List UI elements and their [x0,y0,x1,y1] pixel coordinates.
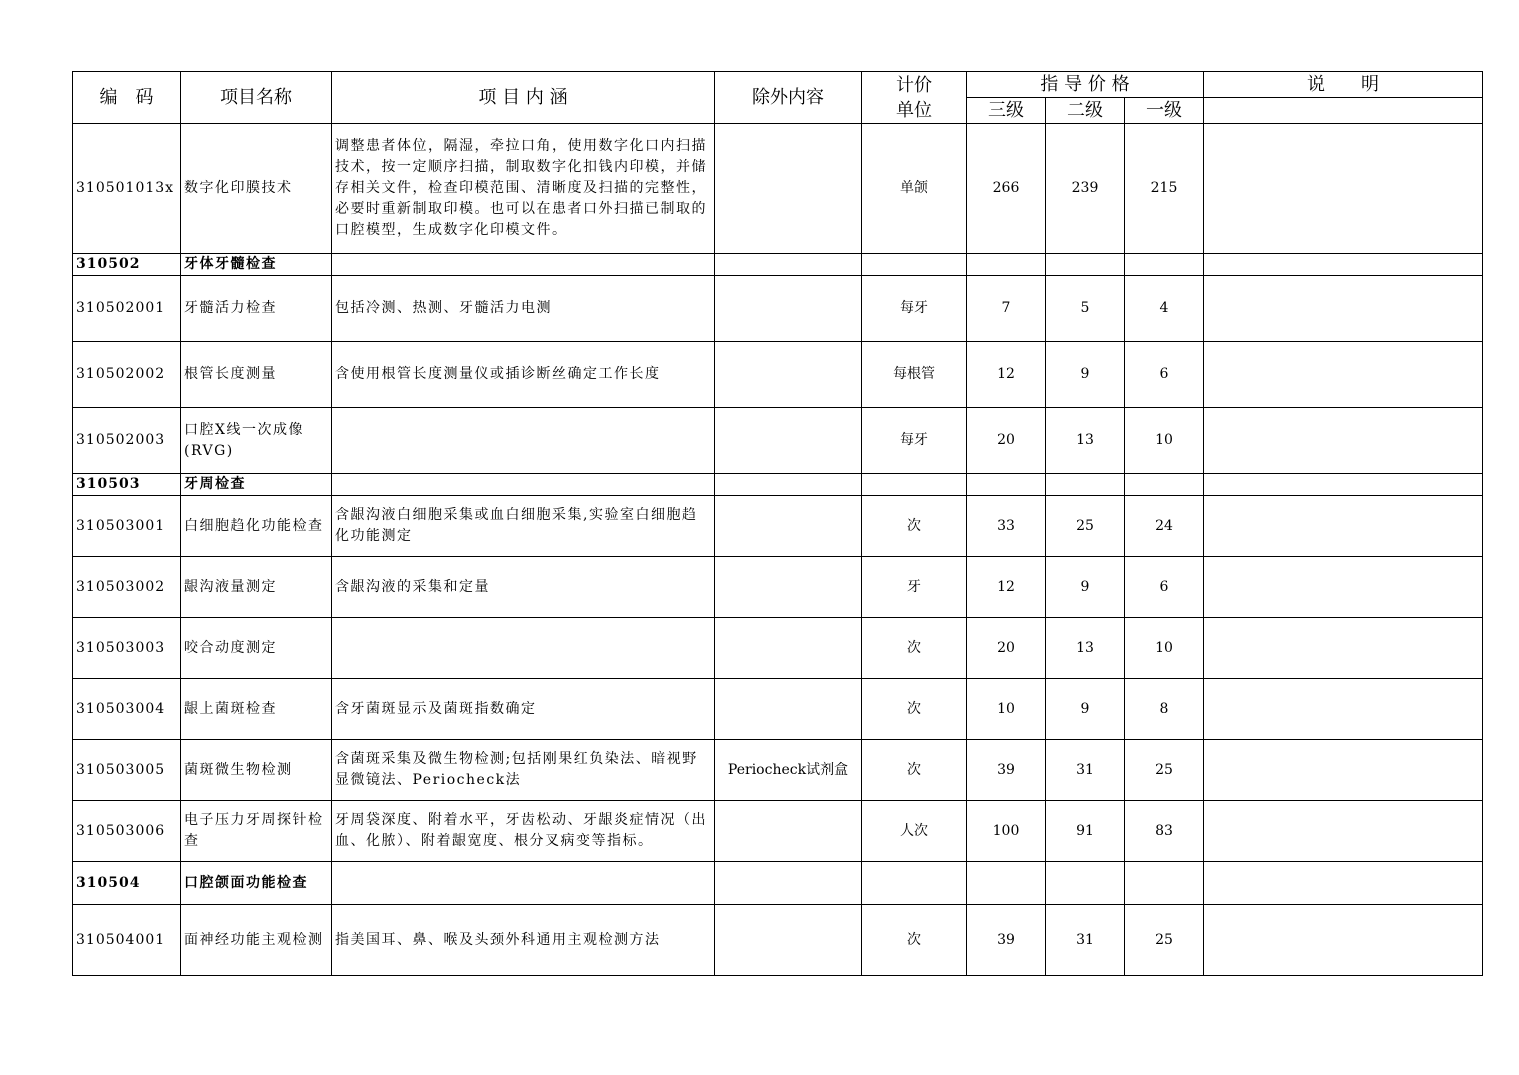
price-level3: 12 [967,557,1046,618]
price-level3: 39 [967,905,1046,976]
item-excluded [715,618,862,679]
empty-cell [715,254,862,276]
item-name: 白细胞趋化功能检查 [181,496,332,557]
item-unit: 次 [862,618,967,679]
header-unit [862,72,967,124]
item-name: 电子压力牙周探针检查 [181,801,332,862]
table-row [73,740,1483,801]
item-remark [1204,408,1483,474]
item-unit: 单颌 [862,124,967,254]
item-excluded [715,801,862,862]
empty-cell [1204,474,1483,496]
item-excluded: Periocheck试剂盒 [715,740,862,801]
price-level2: 9 [1046,557,1125,618]
empty-cell [967,862,1046,905]
price-level1: 6 [1125,342,1204,408]
item-remark [1204,124,1483,254]
empty-cell [862,474,967,496]
price-level3: 12 [967,342,1046,408]
header-price-group: 指 导 价 格 [967,72,1204,98]
item-name: 数字化印膜技术 [181,124,332,254]
item-excluded [715,408,862,474]
empty-cell [1204,862,1483,905]
item-content: 含使用根管长度测量仪或插诊断丝确定工作长度 [332,342,715,408]
empty-cell [332,862,715,905]
header-name: 项目名称 [181,72,332,124]
price-level3: 100 [967,801,1046,862]
price-level3: 7 [967,276,1046,342]
section-code: 310504 [73,862,181,905]
item-unit: 每牙 [862,408,967,474]
table-row [73,905,1483,976]
item-remark [1204,557,1483,618]
section-title: 牙周检查 [181,474,332,496]
item-content: 牙周袋深度、附着水平，牙齿松动、牙龈炎症情况（出血、化脓）、附着龈宽度、根分叉病变等指标。 [332,801,715,862]
item-unit: 次 [862,740,967,801]
item-code: 310504001 [73,905,181,976]
empty-cell [1046,474,1125,496]
header-unit-line1: 计价 [896,74,932,96]
item-remark [1204,496,1483,557]
empty-cell [715,862,862,905]
item-code: 310502002 [73,342,181,408]
item-remark [1204,679,1483,740]
item-code: 310503003 [73,618,181,679]
section-row [73,254,1483,276]
section-title: 口腔颌面功能检查 [181,862,332,905]
header-remark: 说 明 [1204,72,1483,98]
item-name: 牙髓活力检查 [181,276,332,342]
item-excluded [715,679,862,740]
price-level1: 25 [1125,740,1204,801]
table-row [73,408,1483,474]
item-remark [1204,905,1483,976]
empty-cell [1125,862,1204,905]
item-code: 310503004 [73,679,181,740]
price-level2: 9 [1046,342,1125,408]
item-content: 调整患者体位，隔湿，牵拉口角，使用数字化口内扫描技术，按一定顺序扫描，制取数字化扣钱内印模，并储存相关文件，检查印模范围、清晰度及扫描的完整性，必要时重新制取印模。也可以在患者口外扫描已制取的口腔模型，生成数字化印模文件。 [332,124,715,254]
price-level2: 25 [1046,496,1125,557]
item-name: 口腔X线一次成像(RVG) [181,408,332,474]
item-remark [1204,276,1483,342]
header-excluded: 除外内容 [715,72,862,124]
table-row [73,276,1483,342]
header-level3: 三级 [967,98,1046,124]
empty-cell [1046,862,1125,905]
item-remark [1204,801,1483,862]
price-level3: 33 [967,496,1046,557]
empty-cell [862,254,967,276]
item-remark [1204,342,1483,408]
item-content: 包括冷测、热测、牙髓活力电测 [332,276,715,342]
item-content: 指美国耳、鼻、喉及头颈外科通用主观检测方法 [332,905,715,976]
item-code: 310501013x [73,124,181,254]
item-content: 含牙菌斑显示及菌斑指数确定 [332,679,715,740]
item-name: 面神经功能主观检测 [181,905,332,976]
item-name: 咬合动度测定 [181,618,332,679]
price-level1: 10 [1125,408,1204,474]
item-excluded [715,557,862,618]
empty-cell [1046,254,1125,276]
price-table [72,71,1483,976]
header-level1: 一级 [1125,98,1204,124]
table-row [73,618,1483,679]
empty-cell [862,862,967,905]
price-level3: 20 [967,408,1046,474]
price-level2: 13 [1046,408,1125,474]
item-name: 根管长度测量 [181,342,332,408]
item-unit: 每牙 [862,276,967,342]
empty-cell [715,474,862,496]
section-title: 牙体牙髓检查 [181,254,332,276]
price-level1: 215 [1125,124,1204,254]
price-level1: 83 [1125,801,1204,862]
table-row [73,124,1483,254]
table-row [73,801,1483,862]
header-code: 编 码 [73,72,181,124]
price-level2: 91 [1046,801,1125,862]
price-level1: 6 [1125,557,1204,618]
item-code: 310503001 [73,496,181,557]
empty-cell [1204,254,1483,276]
item-excluded [715,905,862,976]
item-content: 含龈沟液的采集和定量 [332,557,715,618]
price-level1: 24 [1125,496,1204,557]
item-content: 含菌斑采集及微生物检测;包括刚果红负染法、暗视野显微镜法、Periocheck法 [332,740,715,801]
price-level1: 8 [1125,679,1204,740]
price-level2: 239 [1046,124,1125,254]
table-row [73,557,1483,618]
item-code: 310502001 [73,276,181,342]
item-unit: 次 [862,496,967,557]
item-excluded [715,124,862,254]
price-level1: 25 [1125,905,1204,976]
item-code: 310503002 [73,557,181,618]
price-level1: 4 [1125,276,1204,342]
price-level2: 13 [1046,618,1125,679]
price-level2: 5 [1046,276,1125,342]
item-remark [1204,740,1483,801]
header-content: 项 目 内 涵 [332,72,715,124]
section-code: 310503 [73,474,181,496]
item-name: 菌斑微生物检测 [181,740,332,801]
empty-cell [332,254,715,276]
table-row [73,342,1483,408]
table-row [73,679,1483,740]
item-excluded [715,342,862,408]
item-content: 含龈沟液白细胞采集或血白细胞采集,实验室白细胞趋化功能测定 [332,496,715,557]
table-body [73,124,1483,976]
price-level2: 9 [1046,679,1125,740]
item-name: 龈沟液量测定 [181,557,332,618]
item-unit: 次 [862,679,967,740]
item-unit: 每根管 [862,342,967,408]
price-level1: 10 [1125,618,1204,679]
empty-cell [1125,474,1204,496]
section-row [73,862,1483,905]
item-excluded [715,496,862,557]
item-content [332,408,715,474]
price-level2: 31 [1046,740,1125,801]
item-excluded [715,276,862,342]
item-unit: 牙 [862,557,967,618]
item-name: 龈上菌斑检查 [181,679,332,740]
price-level3: 266 [967,124,1046,254]
price-level3: 20 [967,618,1046,679]
empty-cell [332,474,715,496]
empty-cell [967,474,1046,496]
empty-cell [1125,254,1204,276]
price-level3: 10 [967,679,1046,740]
item-remark [1204,618,1483,679]
item-unit: 次 [862,905,967,976]
header-level2: 二级 [1046,98,1125,124]
item-code: 310503005 [73,740,181,801]
empty-cell [967,254,1046,276]
item-unit: 人次 [862,801,967,862]
section-code: 310502 [73,254,181,276]
item-code: 310503006 [73,801,181,862]
item-code: 310502003 [73,408,181,474]
item-content [332,618,715,679]
header-remark-blank [1204,98,1483,124]
header-unit-line2: 单位 [896,99,932,121]
table-row [73,496,1483,557]
price-level2: 31 [1046,905,1125,976]
section-row [73,474,1483,496]
price-level3: 39 [967,740,1046,801]
